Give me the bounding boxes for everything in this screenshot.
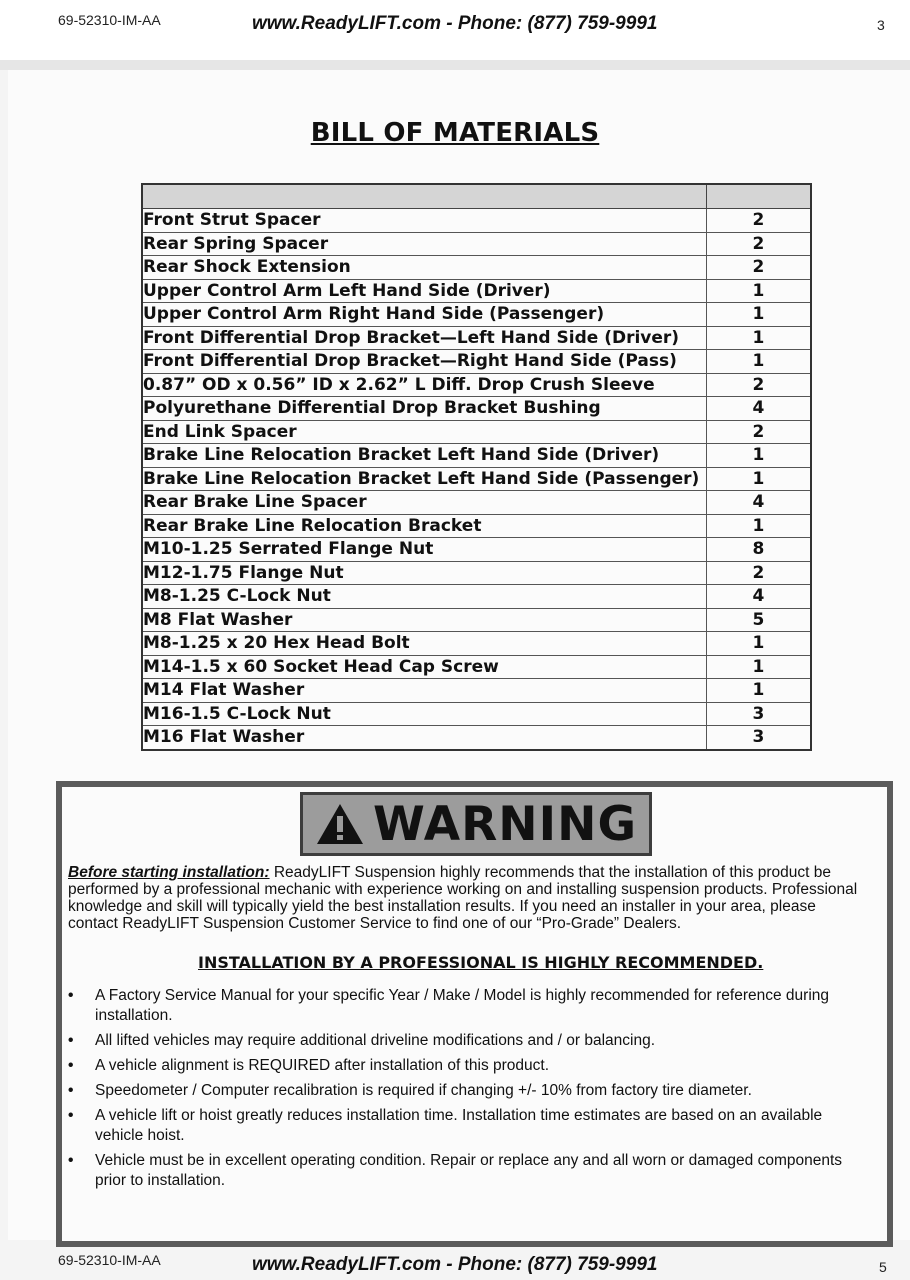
bom-item-quantity: 2 [706, 373, 811, 397]
warning-lead: Before starting installation: [68, 864, 270, 881]
bom-item-description: M12-1.75 Flange Nut [142, 561, 706, 585]
bom-item-quantity: 4 [706, 397, 811, 421]
bom-row [142, 279, 811, 303]
bullet-dot: • [68, 1032, 74, 1049]
bom-row [142, 303, 811, 327]
warning-bullet-text: A vehicle alignment is REQUIRED after installation of this product. [95, 1057, 550, 1074]
warning-bullet-item [68, 1081, 868, 1101]
bom-item-quantity: 1 [706, 655, 811, 679]
warning-bullet-text: Vehicle must be in excellent operating condition. Repair or replace any and all worn or damaged components prior to installation. [95, 1152, 843, 1189]
bullet-dot: • [68, 1152, 74, 1169]
warning-triangle-icon [315, 802, 365, 846]
bom-row [142, 514, 811, 538]
footer-page-number: 5 [879, 1259, 887, 1275]
bom-item-description: M8-1.25 x 20 Hex Head Bolt [142, 632, 706, 656]
bom-item-description: Front Differential Drop Bracket—Left Hand Side (Driver) [142, 326, 706, 350]
warning-badge-text: WARNING [372, 796, 638, 852]
bom-item-description: Front Strut Spacer [142, 209, 706, 233]
warning-bullet-text: A vehicle lift or hoist greatly reduces installation time. Installation time estimates are based on an available vehicle hoist. [95, 1107, 823, 1144]
bom-item-description: Front Differential Drop Bracket—Right Hand Side (Pass) [142, 350, 706, 374]
bom-table [141, 183, 812, 751]
bom-item-quantity: 2 [706, 232, 811, 256]
bom-item-quantity: 1 [706, 326, 811, 350]
warning-bullet-item [68, 1106, 868, 1146]
bom-row [142, 397, 811, 421]
bom-row [142, 679, 811, 703]
header-site-phone: www.ReadyLIFT.com - Phone: (877) 759-9991 [252, 13, 658, 34]
bom-row [142, 702, 811, 726]
warning-bullet-list [68, 986, 868, 1196]
bom-row [142, 256, 811, 280]
footer-site-phone: www.ReadyLIFT.com - Phone: (877) 759-9991 [252, 1254, 658, 1275]
bom-title: BILL OF MATERIALS [310, 118, 600, 148]
bom-row [142, 608, 811, 632]
bom-row [142, 632, 811, 656]
bom-item-quantity: 8 [706, 538, 811, 562]
bom-row [142, 350, 811, 374]
bom-item-description: Upper Control Arm Left Hand Side (Driver) [142, 279, 706, 303]
bom-item-quantity: 1 [706, 350, 811, 374]
bom-item-quantity: 2 [706, 561, 811, 585]
bom-item-description: M8 Flat Washer [142, 608, 706, 632]
warning-bullet-item [68, 986, 868, 1026]
bom-item-quantity: 1 [706, 303, 811, 327]
bom-header-cell [142, 184, 706, 209]
bom-item-description: Rear Brake Line Relocation Bracket [142, 514, 706, 538]
bom-item-quantity: 1 [706, 467, 811, 491]
bom-item-quantity: 2 [706, 256, 811, 280]
warning-paragraph [68, 864, 858, 932]
bom-item-description: End Link Spacer [142, 420, 706, 444]
bullet-dot: • [68, 1107, 74, 1124]
warning-body: ReadyLIFT Suspension highly recommends that the installation of this product be performed by a professional mechanic with experience working on and installing suspension products. Professional knowledge and skill will typically yield the best installation results. If you need an installer in your area, please contact ReadyLIFT Suspension Customer Service to find one of our “Pro-Grade” Dealers. [68, 864, 858, 932]
bom-item-description: M14-1.5 x 60 Socket Head Cap Screw [142, 655, 706, 679]
bom-row [142, 373, 811, 397]
warning-bullet-item [68, 1056, 868, 1076]
footer-doc-id: 69-52310-IM-AA [58, 1252, 161, 1268]
bom-row [142, 561, 811, 585]
bom-item-quantity: 3 [706, 702, 811, 726]
bom-item-quantity: 2 [706, 209, 811, 233]
bom-header-cell [706, 184, 811, 209]
bom-item-description: Rear Brake Line Spacer [142, 491, 706, 515]
bom-item-quantity: 5 [706, 608, 811, 632]
bom-item-quantity: 1 [706, 279, 811, 303]
bom-row [142, 232, 811, 256]
header-page-number: 3 [877, 17, 885, 33]
professional-recommendation: INSTALLATION BY A PROFESSIONAL IS HIGHLY RECOMMENDED. [198, 953, 764, 972]
bom-item-description: Upper Control Arm Right Hand Side (Passenger) [142, 303, 706, 327]
bom-item-description: Rear Shock Extension [142, 256, 706, 280]
bom-item-description: 0.87” OD x 0.56” ID x 2.62” L Diff. Drop Crush Sleeve [142, 373, 706, 397]
bom-row [142, 420, 811, 444]
warning-bullet-item [68, 1031, 868, 1051]
warning-bullet-text: A Factory Service Manual for your specific Year / Make / Model is highly recommended for reference during installation. [95, 987, 830, 1024]
bullet-dot: • [68, 1082, 74, 1099]
bom-row [142, 585, 811, 609]
bom-row [142, 655, 811, 679]
bom-item-quantity: 1 [706, 679, 811, 703]
bom-item-description: M14 Flat Washer [142, 679, 706, 703]
bom-row [142, 326, 811, 350]
bom-item-quantity: 1 [706, 444, 811, 468]
bom-item-description: Brake Line Relocation Bracket Left Hand Side (Driver) [142, 444, 706, 468]
bom-row [142, 491, 811, 515]
bom-item-description: Brake Line Relocation Bracket Left Hand Side (Passenger) [142, 467, 706, 491]
bom-row [142, 209, 811, 233]
bullet-dot: • [68, 1057, 74, 1074]
page-gap [0, 60, 910, 70]
bom-item-description: Polyurethane Differential Drop Bracket Bushing [142, 397, 706, 421]
bom-item-quantity: 2 [706, 420, 811, 444]
warning-badge [300, 792, 652, 856]
bom-item-description: M10-1.25 Serrated Flange Nut [142, 538, 706, 562]
bom-item-description: M16-1.5 C-Lock Nut [142, 702, 706, 726]
bom-item-description: M8-1.25 C-Lock Nut [142, 585, 706, 609]
header-doc-id: 69-52310-IM-AA [58, 12, 161, 28]
bom-item-quantity: 4 [706, 491, 811, 515]
bom-item-quantity: 4 [706, 585, 811, 609]
bom-table-header-row [142, 184, 811, 209]
bom-row [142, 467, 811, 491]
warning-bullet-text: Speedometer / Computer recalibration is required if changing +/- 10% from factory tire diameter. [95, 1082, 752, 1099]
bom-item-description: Rear Spring Spacer [142, 232, 706, 256]
bom-row [142, 444, 811, 468]
warning-bullet-text: All lifted vehicles may require additional driveline modifications and / or balancing. [95, 1032, 656, 1049]
bom-item-quantity: 1 [706, 632, 811, 656]
bullet-dot: • [68, 987, 74, 1004]
bom-item-description: M16 Flat Washer [142, 726, 706, 750]
bom-item-quantity: 3 [706, 726, 811, 750]
bom-item-quantity: 1 [706, 514, 811, 538]
bom-row [142, 726, 811, 750]
warning-bullet-item [68, 1151, 868, 1191]
bom-row [142, 538, 811, 562]
